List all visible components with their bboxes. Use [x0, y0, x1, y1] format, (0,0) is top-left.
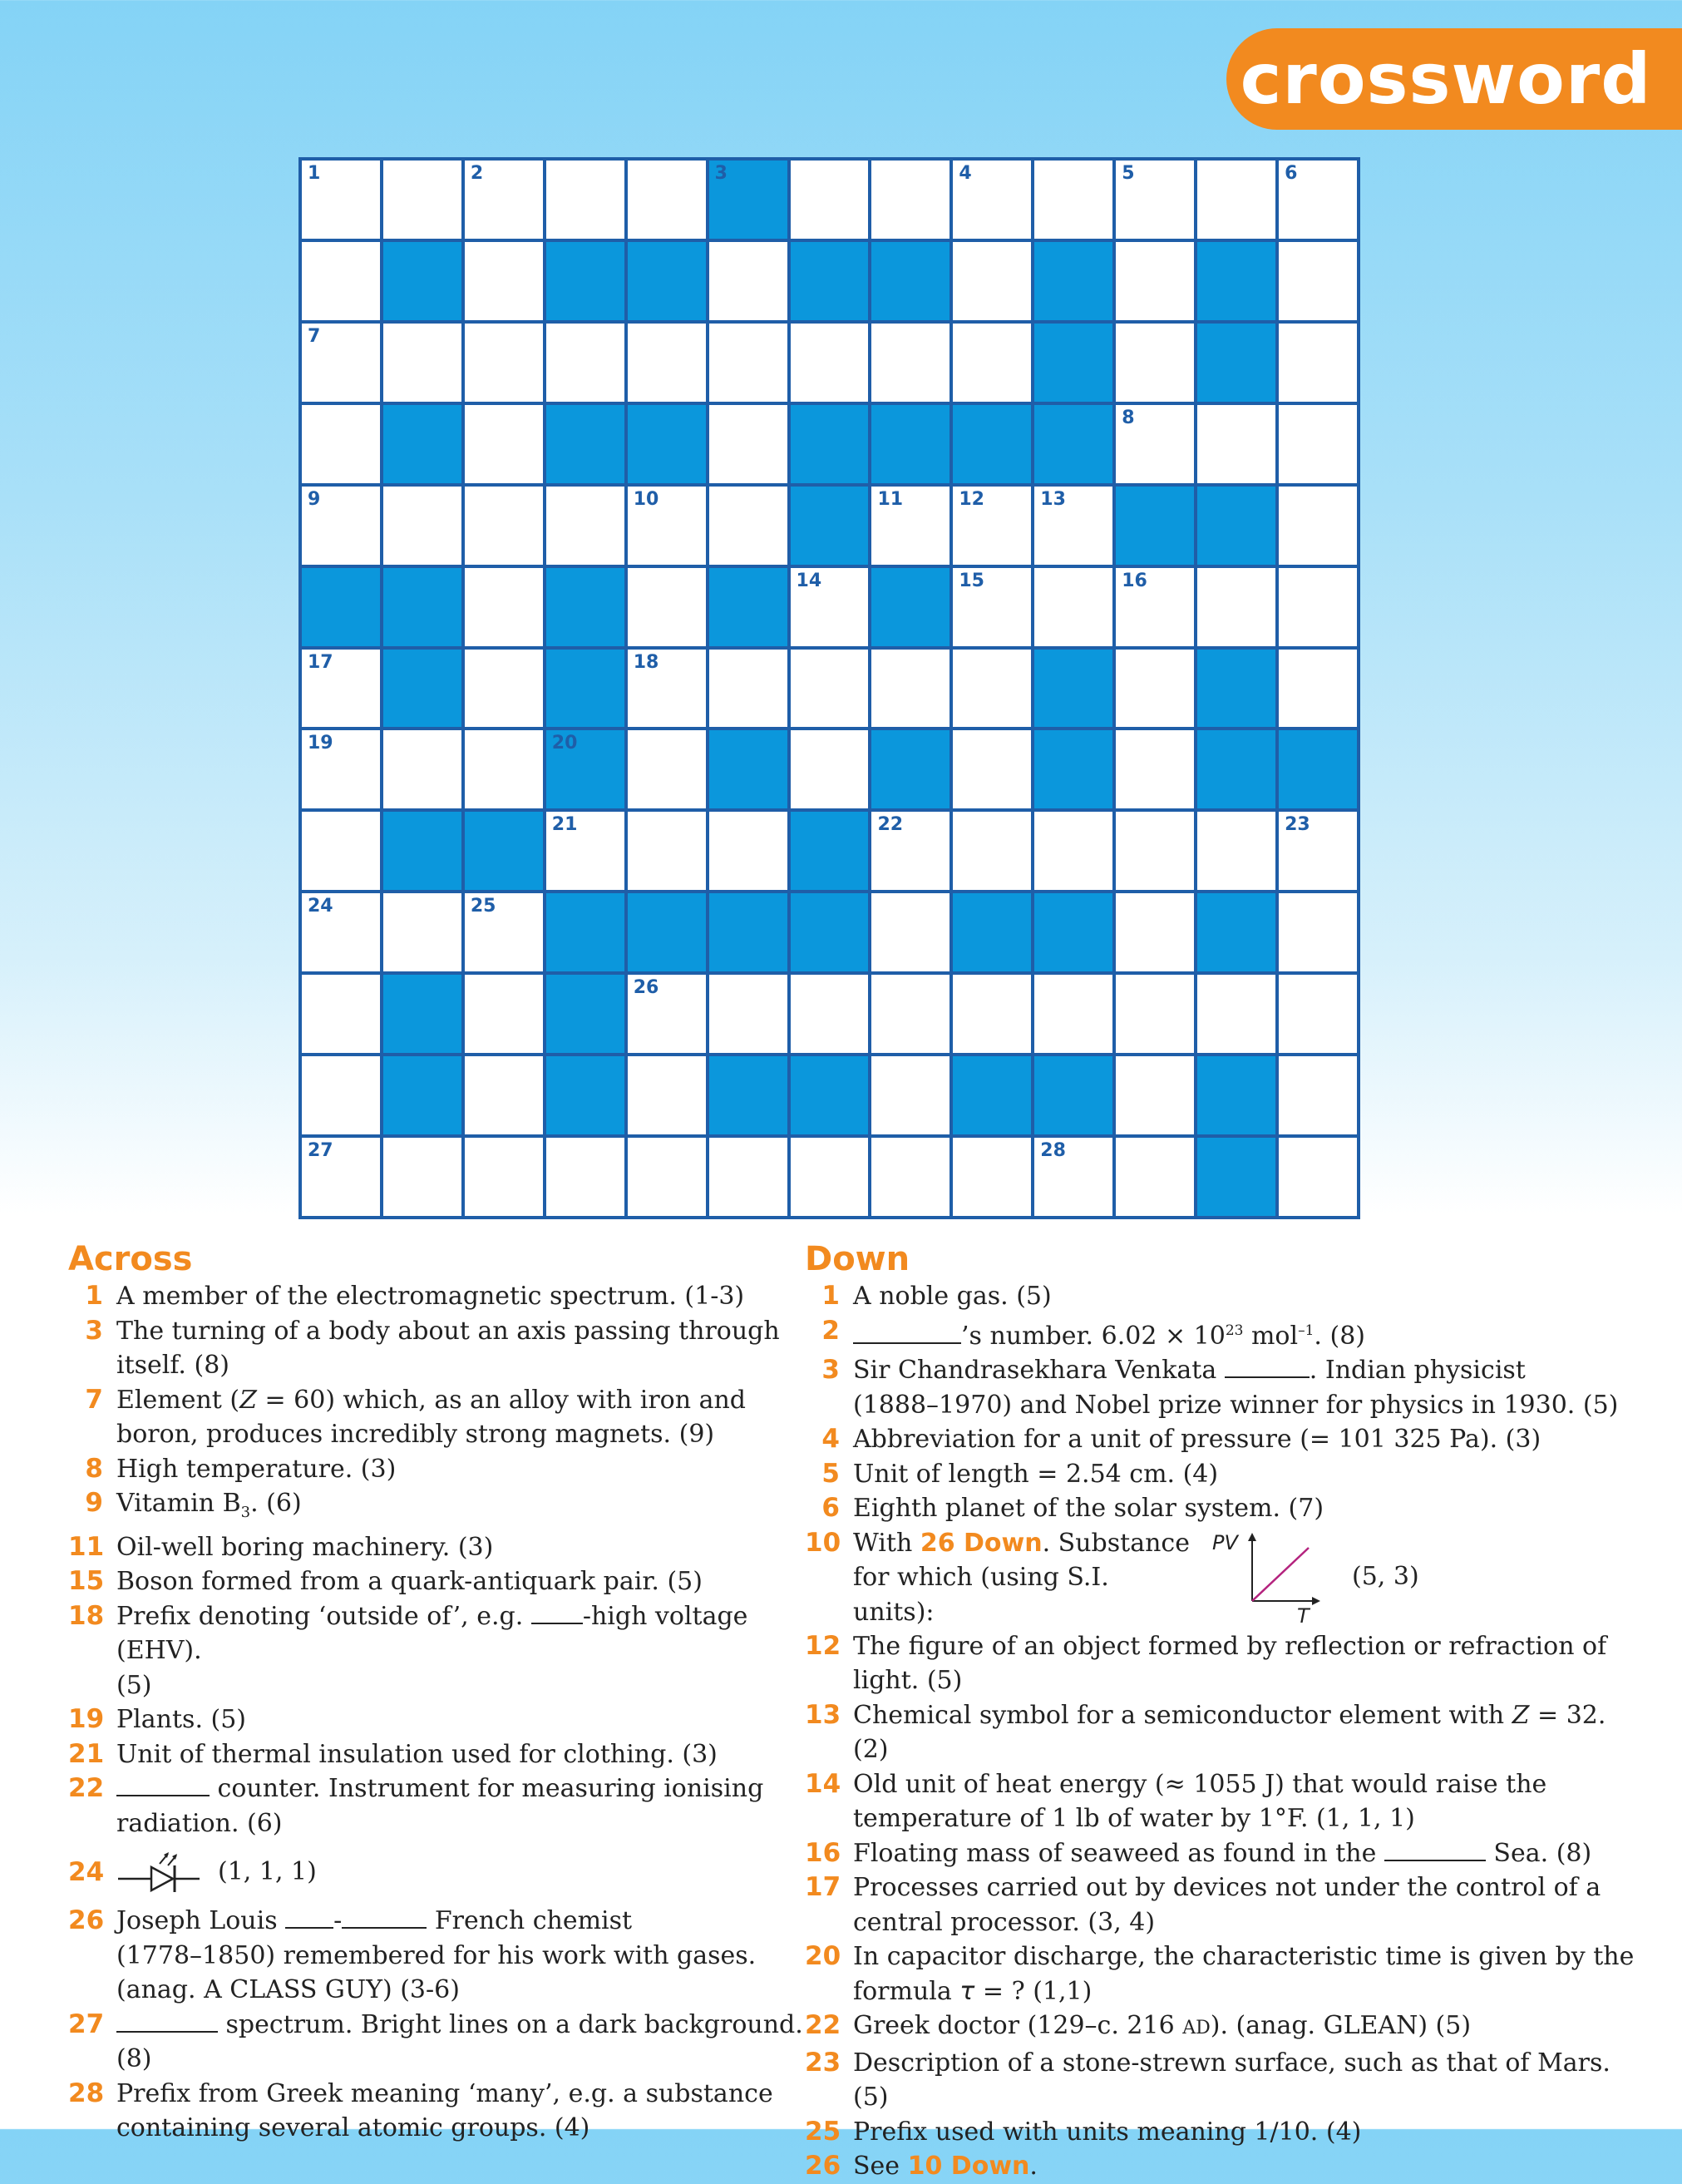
grid-cell[interactable]: [953, 242, 1031, 320]
grid-cell[interactable]: [709, 324, 787, 402]
clue-number: 16: [1122, 570, 1147, 591]
grid-cell[interactable]: [871, 975, 950, 1053]
grid-cell[interactable]: [628, 812, 706, 890]
down-heading: Down: [805, 1240, 910, 1278]
grid-cell[interactable]: [953, 1138, 1031, 1216]
grid-block: [383, 975, 461, 1053]
grid-cell[interactable]: [871, 1056, 950, 1134]
grid-cell[interactable]: [953, 975, 1031, 1053]
clue-down-10: 10 With 26 Down. Substance for which (using S.I. units): PV T (5, 3): [805, 1527, 1419, 1628]
grid-cell[interactable]: [1116, 242, 1194, 320]
clue-down-2: 2 ’s number. $6.02 \times 10^{23}$ mol$^{-1}$. (8): [821, 1315, 1365, 1351]
clue-number: 22: [877, 814, 904, 836]
grid-cell[interactable]: [1279, 487, 1357, 565]
clue-down-26: 26 See 10 Down.: [805, 2151, 1038, 2181]
clue-number: 2: [470, 163, 484, 184]
grid-block: [953, 893, 1031, 971]
clue-down-14: 14 Old unit of heat energy (≈ 1055 J) that would raise the temperature of 1 lb of water by 1°F. (1, 1, 1): [805, 1768, 1547, 1833]
clue-across-22: 22 counter. Instrument for measuring ionising radiation. (6): [68, 1773, 764, 1838]
grid-block: [1034, 242, 1112, 320]
grid-block: [709, 730, 787, 808]
grid-block: [628, 405, 706, 483]
clue-number: 7: [308, 325, 321, 347]
grid-cell[interactable]: [1279, 161, 1357, 239]
grid-cell[interactable]: [791, 650, 869, 728]
clue-number: 6: [1285, 163, 1298, 184]
clue-across-28: 28 Prefix from Greek meaning ‘many’, e.g. a substance containing several atomic groups. (4): [68, 2078, 773, 2142]
grid-cell[interactable]: [465, 161, 543, 239]
grid-block: [1034, 730, 1112, 808]
grid-cell[interactable]: [1279, 405, 1357, 483]
clue-number: 12: [959, 488, 984, 510]
grid-block: [546, 405, 624, 483]
grid-cell[interactable]: [628, 730, 706, 808]
grid-cell[interactable]: [465, 650, 543, 728]
grid-cell[interactable]: [871, 1138, 950, 1216]
clue-down-1: 1 A noble gas. (5): [821, 1281, 1052, 1311]
grid-cell[interactable]: [1034, 161, 1112, 239]
clue-down-12: 12 The figure of an object formed by reflection or refraction of light. (5): [805, 1630, 1607, 1695]
clue-down-3: 3 Sir Chandrasekhara Venkata . Indian physicist (1888–1970) and Nobel prize winner for physics in 1930. (5): [821, 1355, 1619, 1420]
clue-number: 23: [1285, 814, 1310, 836]
graph-x-label: T: [1297, 1603, 1310, 1628]
clue-across-15: 15 Boson formed from a quark-antiquark pair. (5): [68, 1566, 703, 1596]
clue-number: 1: [308, 163, 321, 184]
grid-cell[interactable]: [1279, 1056, 1357, 1134]
clue-down-5: 5 Unit of length = 2.54 cm. (4): [821, 1458, 1219, 1489]
grid-cell[interactable]: [1034, 1138, 1112, 1216]
grid-block: [383, 650, 461, 728]
clue-across-7: 7 Element (Z = 60) which, as an alloy with iron and boron, produces incredibly strong magnets. (9): [85, 1384, 746, 1449]
grid-cell[interactable]: [1116, 1056, 1194, 1134]
grid-cell[interactable]: [383, 730, 461, 808]
grid-cell[interactable]: [1279, 893, 1357, 971]
grid-cell[interactable]: [628, 1138, 706, 1216]
grid-block: [953, 405, 1031, 483]
clue-down-23: 23 Description of a stone-strewn surface, such as that of Mars. (5): [805, 2047, 1610, 2112]
clue-down-6: 6 Eighth planet of the solar system. (7): [821, 1493, 1324, 1523]
grid-block: [383, 812, 461, 890]
grid-cell[interactable]: [1197, 568, 1275, 646]
grid-cell[interactable]: [1116, 568, 1194, 646]
grid-cell[interactable]: [1279, 568, 1357, 646]
grid-cell[interactable]: [302, 242, 380, 320]
grid-cell[interactable]: [791, 161, 869, 239]
grid-cell[interactable]: [546, 1138, 624, 1216]
across-clues: [68, 1239, 816, 2146]
grid-cell[interactable]: [1279, 650, 1357, 728]
clue-number: 17: [308, 651, 333, 673]
grid-cell[interactable]: [628, 487, 706, 565]
grid-cell[interactable]: [791, 1138, 869, 1216]
clue-across-27: 27 spectrum. Bright lines on a dark background. (8): [68, 2009, 803, 2073]
grid-cell[interactable]: [465, 568, 543, 646]
grid-block: [791, 893, 869, 971]
grid-cell[interactable]: [709, 812, 787, 890]
grid-block: [871, 405, 950, 483]
grid-block: [1197, 1138, 1275, 1216]
grid-cell[interactable]: [1116, 730, 1194, 808]
grid-cell[interactable]: [709, 487, 787, 565]
clue-number: 8: [1122, 407, 1135, 428]
grid-cell[interactable]: [302, 1056, 380, 1134]
clue-across-18: 18 Prefix denoting ‘outside of’, e.g. -high voltage (EHV). (5): [68, 1600, 748, 1700]
grid-cell[interactable]: [953, 324, 1031, 402]
grid-cell[interactable]: [871, 161, 950, 239]
grid-cell[interactable]: [546, 812, 624, 890]
grid-block: [1034, 405, 1112, 483]
grid-block: [1197, 893, 1275, 971]
grid-cell[interactable]: [546, 487, 624, 565]
grid-cell[interactable]: [465, 405, 543, 483]
grid-cell[interactable]: [1279, 975, 1357, 1053]
grid-cell[interactable]: [1197, 161, 1275, 239]
clue-number: 27: [308, 1140, 333, 1162]
grid-block: [1197, 1056, 1275, 1134]
clue-number: 20: [551, 733, 578, 754]
page-title: crossword: [1240, 38, 1652, 120]
grid-cell[interactable]: [1116, 1138, 1194, 1216]
grid-block: [791, 1056, 869, 1134]
grid-block: [709, 161, 787, 239]
grid-block: [383, 405, 461, 483]
clue-across-26: 26 Joseph Louis - French chemist (1778–1850) remembered for his work with gases. (anag. A CLASS GUY) (3-6): [68, 1905, 757, 2004]
grid-cell[interactable]: [953, 161, 1031, 239]
grid-cell[interactable]: [546, 161, 624, 239]
grid-cell[interactable]: [465, 893, 543, 971]
grid-block: [383, 1056, 461, 1134]
clue-across-24: 24 (1, 1, 1): [68, 1841, 816, 1904]
grid-cell[interactable]: [628, 161, 706, 239]
grid-cell[interactable]: [1034, 975, 1112, 1053]
clue-across-8: 8 High temperature. (3): [85, 1453, 397, 1484]
grid-cell[interactable]: [628, 568, 706, 646]
clue-number: 25: [470, 896, 496, 917]
grid-cell[interactable]: [465, 324, 543, 402]
grid-cell[interactable]: [465, 730, 543, 808]
grid-block: [709, 1056, 787, 1134]
clue-number: 4: [959, 163, 972, 184]
grid-cell[interactable]: [1116, 161, 1194, 239]
clue-number: 19: [308, 733, 333, 754]
grid-cell[interactable]: [383, 1138, 461, 1216]
grid-cell[interactable]: [465, 1056, 543, 1134]
grid-cell[interactable]: [871, 893, 950, 971]
grid-block: [546, 1056, 624, 1134]
grid-cell[interactable]: [628, 975, 706, 1053]
grid-cell[interactable]: [953, 730, 1031, 808]
clue-down-25: 25 Prefix used with units meaning 1/10. (4): [805, 2116, 1362, 2147]
grid-block: [1034, 893, 1112, 971]
grid-cell[interactable]: [383, 324, 461, 402]
grid-cell[interactable]: [628, 650, 706, 728]
clue-down-13: 13 Chemical symbol for a semiconductor element with Z = 32. (2): [805, 1699, 1606, 1764]
clue-across-9: 9 Vitamin $B_3$. (6): [85, 1488, 302, 1521]
grid-block: [628, 893, 706, 971]
grid-block: [1034, 650, 1112, 728]
across-heading: Across: [68, 1240, 193, 1278]
clue-across-1: 1 A member of the electromagnetic spectrum. (1-3): [85, 1281, 745, 1311]
grid-cell[interactable]: [1279, 324, 1357, 402]
grid-cell[interactable]: [953, 650, 1031, 728]
grid-block: [383, 242, 461, 320]
grid-block: [1197, 242, 1275, 320]
clue-number: 28: [1040, 1140, 1066, 1162]
grid-block: [1279, 730, 1357, 808]
graph-y-label: PV: [1212, 1530, 1238, 1554]
grid-cell[interactable]: [709, 405, 787, 483]
grid-cell[interactable]: [302, 893, 380, 971]
grid-cell[interactable]: [871, 324, 950, 402]
grid-block: [546, 975, 624, 1053]
grid-cell[interactable]: [953, 568, 1031, 646]
grid-cell[interactable]: [709, 975, 787, 1053]
grid-block: [1197, 324, 1275, 402]
grid-block: [709, 568, 787, 646]
grid-cell[interactable]: [546, 324, 624, 402]
grid-cell[interactable]: [628, 1056, 706, 1134]
grid-block: [1197, 650, 1275, 728]
grid-cell[interactable]: [383, 161, 461, 239]
grid-block: [546, 650, 624, 728]
grid-block: [791, 812, 869, 890]
grid-cell[interactable]: [953, 487, 1031, 565]
grid-block: [546, 568, 624, 646]
grid-cell[interactable]: [1034, 568, 1112, 646]
grid-block: [302, 568, 380, 646]
clue-number: 21: [551, 814, 578, 836]
clue-down-4: 4 Abbreviation for a unit of pressure (= 101 325 Pa). (3): [821, 1424, 1541, 1454]
clue-down-16: 16 Floating mass of seaweed as found in the Sea. (8): [805, 1837, 1592, 1868]
grid-cell[interactable]: [302, 730, 380, 808]
grid-block: [546, 730, 624, 808]
grid-cell[interactable]: [465, 242, 543, 320]
grid-cell[interactable]: [1116, 893, 1194, 971]
clue-number: 9: [308, 488, 321, 510]
grid-cell[interactable]: [1197, 975, 1275, 1053]
grid-cell[interactable]: [1116, 812, 1194, 890]
grid-cell[interactable]: [302, 650, 380, 728]
grid-cell[interactable]: [1116, 650, 1194, 728]
grid-cell[interactable]: [1116, 975, 1194, 1053]
grid-cell[interactable]: [791, 975, 869, 1053]
clue-across-19: 19 Plants. (5): [68, 1704, 247, 1734]
pv-t-graph: [1211, 1526, 1335, 1628]
grid-cell[interactable]: [383, 893, 461, 971]
clue-across-21: 21 Unit of thermal insulation used for clothing. (3): [68, 1738, 718, 1769]
grid-block: [871, 730, 950, 808]
grid-cell[interactable]: [791, 568, 869, 646]
grid-block: [1116, 487, 1194, 565]
grid-block: [465, 812, 543, 890]
grid-block: [1034, 1056, 1112, 1134]
grid-cell[interactable]: [302, 975, 380, 1053]
grid-block: [628, 242, 706, 320]
grid-cell[interactable]: [1116, 324, 1194, 402]
grid-cell[interactable]: [1034, 487, 1112, 565]
clue-number: 11: [877, 488, 904, 510]
grid-cell[interactable]: [791, 730, 869, 808]
grid-cell[interactable]: [953, 812, 1031, 890]
grid-cell[interactable]: [302, 324, 380, 402]
crossword-grid[interactable]: [298, 157, 1360, 1219]
clue-number: 13: [1040, 488, 1066, 510]
clue-across-11: 11 Oil-well boring machinery. (3): [68, 1531, 494, 1562]
grid-cell[interactable]: [1197, 405, 1275, 483]
clue-number: 3: [714, 163, 728, 184]
clue-across-3: 3 The turning of a body about an axis passing through itself. (8): [85, 1315, 780, 1380]
grid-block: [383, 568, 461, 646]
clue-down-20: 20 In capacitor discharge, the characteristic time is given by the formula τ = ? (1,1): [805, 1941, 1635, 2006]
grid-block: [546, 242, 624, 320]
grid-block: [1197, 487, 1275, 565]
grid-cell[interactable]: [871, 812, 950, 890]
grid-cell[interactable]: [1116, 405, 1194, 483]
grid-cell[interactable]: [871, 487, 950, 565]
grid-cell[interactable]: [1279, 1138, 1357, 1216]
clue-number: 5: [1122, 163, 1135, 184]
header-tab: [1226, 28, 1682, 130]
grid-cell[interactable]: [1197, 812, 1275, 890]
clue-number: 15: [959, 570, 984, 591]
clue-number: 10: [633, 488, 659, 510]
grid-block: [953, 1056, 1031, 1134]
grid-cell[interactable]: [709, 1138, 787, 1216]
grid-cell[interactable]: [302, 812, 380, 890]
grid-cell[interactable]: [465, 975, 543, 1053]
grid-cell[interactable]: [1279, 812, 1357, 890]
grid-block: [709, 893, 787, 971]
clue-number: 26: [633, 977, 659, 999]
led-diode-icon: [118, 1849, 200, 1897]
clue-down-22: 22 Greek doctor (129–c. 216 AD). (anag. GLEAN) (5): [805, 2010, 1472, 2040]
grid-block: [1197, 730, 1275, 808]
grid-cell[interactable]: [791, 324, 869, 402]
clue-number: 18: [633, 651, 659, 673]
grid-cell[interactable]: [383, 487, 461, 565]
down-clues: [805, 1239, 1636, 2184]
grid-cell[interactable]: [465, 1138, 543, 1216]
grid-cell[interactable]: [302, 161, 380, 239]
grid-cell[interactable]: [709, 242, 787, 320]
grid-cell[interactable]: [465, 487, 543, 565]
grid-block: [871, 568, 950, 646]
grid-cell[interactable]: [709, 650, 787, 728]
grid-cell[interactable]: [302, 405, 380, 483]
grid-block: [791, 405, 869, 483]
clue-number: 24: [308, 896, 333, 917]
grid-block: [546, 893, 624, 971]
grid-block: [791, 242, 869, 320]
clue-number: 14: [796, 570, 822, 591]
grid-cell[interactable]: [871, 650, 950, 728]
grid-block: [871, 242, 950, 320]
grid-cell[interactable]: [1279, 242, 1357, 320]
grid-cell[interactable]: [1034, 812, 1112, 890]
grid-cell[interactable]: [628, 324, 706, 402]
grid-cell[interactable]: [302, 1138, 380, 1216]
grid-block: [791, 487, 869, 565]
grid-block: [1034, 324, 1112, 402]
grid-cell[interactable]: [302, 487, 380, 565]
clue-down-17: 17 Processes carried out by devices not under the control of a central processor. (3, 4): [805, 1872, 1601, 1937]
